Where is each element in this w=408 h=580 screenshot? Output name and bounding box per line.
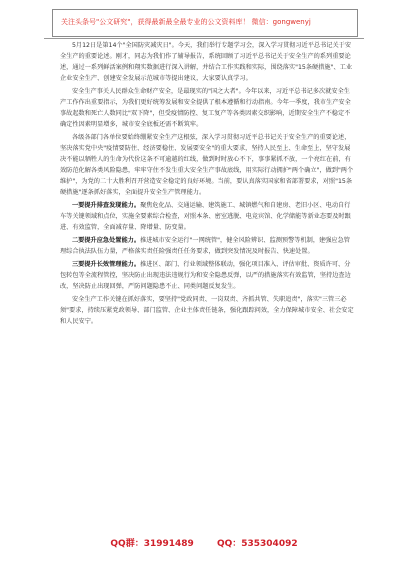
paragraph-2 [60, 86, 356, 130]
paragraph-text: 推进城市安全运行"一网统管"，健全风险辨识、监测预警等机制，建强应急管理综合执法队伍力量，严格落实责任险强责任任务要求，做到突发情况及时报告、快速处置。 [60, 237, 350, 255]
paragraph-text: 5月12日是第14个"全国防灾减灾日"。今天，我们举行专题学习会，深入学习贯彻习近平总书记关于安全生产的重要论述。刚才，同志为我们作了辅导报告，系统回顾了习近平总书记关于安全生产的系列重要论述，通过一系列鲜活案例和翔实数据进行深入讲解，并结合工作实践和实际，围绕落实"15条硬措施"、工业企业安全生产、创建安全发展示范城市等提出建议，大家要认真学习。 [60, 42, 353, 82]
paragraph-6 [60, 259, 356, 292]
header-divider [44, 38, 364, 39]
promo-banner-text: 关注头条号"公文研究"，获得最新最全最专业的公文资料库！ 微信：gongwenyj [61, 18, 311, 26]
paragraph-text: 安全生产工作关键在抓好落实，要坚持"党政同责、一岗双责、齐抓共管、失职追责"，落实"三管三必须"要求，持续压紧党政领导、部门监管、企业主体责任链条，强化跟踪问效，全力保障城市安全、社会安定和人民安宁。 [60, 296, 354, 325]
paragraph-7 [60, 294, 356, 327]
footer-qq-group: QQ群：31991489 [110, 539, 194, 549]
paragraph-text: 各级各部门各单位要始终绷紧安全生产这根弦，深入学习贯彻习近平总书记关于安全生产的重要论述，坚决落实党中央"疫情要防住、经济要稳住、发展要安全"的重大要求，坚持人民至上、生命至上，坚守发展决不能以牺牲人的生命为代价这条不可逾越的红线，做到时时放心不下，事事紧抓不放，一个亮红在前，有效防范化解各类风险隐患，牢牢守住不发生重大安全生产事故底线，用实际行动拥护"两个确立"，做到"两个维护"，为党的二十大胜利召开营造安全稳定的良好环境。当前，要认真落实国家和省部署要求，对照"15条硬措施"逐条抓好落实，全面提升安全生产管理能力。 [60, 134, 354, 196]
paragraph-lead: 三要提升长效管理能力。 [72, 261, 141, 268]
document-body [60, 40, 356, 327]
paragraph-1 [60, 40, 356, 84]
paragraph-text: 推进区、部门、行业领域整体联动，强化项目准入、评估审批、资质许可、分包转包等全流程管控，坚决防止出现违法违规行为和安全隐患反弹，以严的措施落实有效监管，坚持边查边改，坚决防止出现回弹，严防问题隐患不止、同类问题反复发生。 [60, 261, 351, 290]
paragraph-lead: 二要提升应急处置能力。 [72, 237, 141, 244]
footer-qq: QQ：535304092 [216, 539, 298, 549]
footer-contact [0, 536, 408, 549]
promo-banner [52, 9, 358, 37]
paragraph-text: 聚焦危化品、交通运输、建筑施工、城镇燃气和自建房、老旧小区、电动自行车等关键领域和点位，实施全要素综合检查，对照本条、密室逃脱、电竞宾馆、化学储能等新业态要及时跟进、有效监管，全面减存量、降增量、防变量。 [60, 202, 351, 231]
paragraph-3 [60, 132, 356, 198]
paragraph-4 [60, 200, 356, 233]
paragraph-text: 安全生产事关人民群众生命财产安全，是最现实的"国之大者"。今年以来，习近平总书记多次就安全生产工作作出重要指示，为我们更好统筹发展和安全提供了根本遵循和行动指南。今年一季度，我市生产安全事故起数和死亡人数同比"双下降"，但受疫情防控、复工复产等各类因素交织影响，近期安全生产不稳定不确定性因素明显增多，城市安全底板还需不断筑牢。 [60, 88, 351, 128]
paragraph-lead: 一要提升排查发现能力。 [72, 202, 141, 209]
paragraph-5 [60, 235, 356, 257]
